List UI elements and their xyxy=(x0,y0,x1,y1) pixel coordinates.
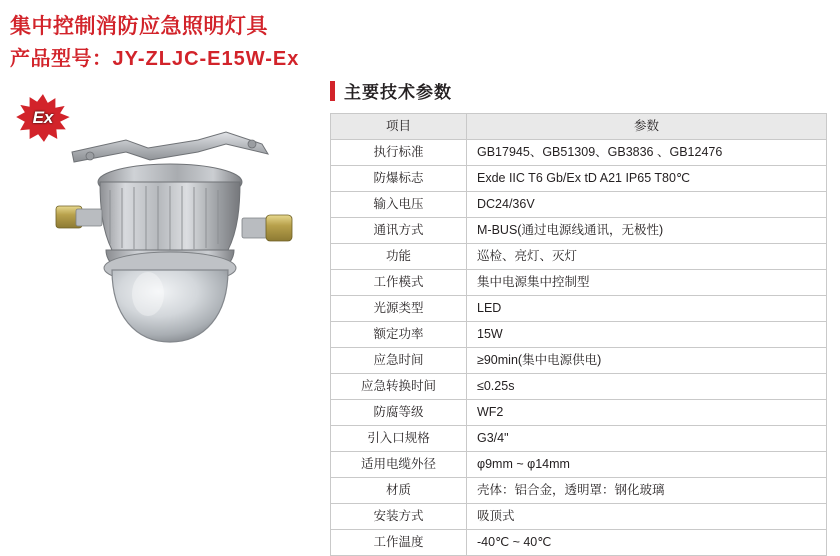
product-photo xyxy=(30,110,320,400)
specifications-table xyxy=(330,113,827,556)
spec-item-value: Exde IIC T6 Gb/Ex tD A21 IP65 T80℃ xyxy=(467,166,827,192)
spec-item-name: 应急时间 xyxy=(331,348,467,374)
table-row xyxy=(331,478,827,504)
table-row xyxy=(331,296,827,322)
model-line xyxy=(10,47,530,71)
spec-item-value: ≥90min(集中电源供电) xyxy=(467,348,827,374)
column-header-value: 参数 xyxy=(467,114,827,140)
table-row xyxy=(331,244,827,270)
table-row xyxy=(331,426,827,452)
spec-item-value: GB17945、GB51309、GB3836 、GB12476 xyxy=(467,140,827,166)
lamp-illustration xyxy=(30,110,320,400)
page-header xyxy=(10,14,530,71)
page-title: 集中控制消防应急照明灯具 xyxy=(10,15,268,38)
section-heading xyxy=(330,78,826,103)
heading-accent-bar xyxy=(330,81,335,101)
cable-gland-left xyxy=(56,206,102,228)
model-value: JY-ZLJC-E15W-Ex xyxy=(112,48,300,70)
spec-item-value: 巡检、亮灯、灭灯 xyxy=(467,244,827,270)
table-row xyxy=(331,348,827,374)
spec-item-value: M-BUS(通过电源线通讯，无极性) xyxy=(467,218,827,244)
spec-item-value: 15W xyxy=(467,322,827,348)
table-row xyxy=(331,452,827,478)
spec-item-value: WF2 xyxy=(467,400,827,426)
spec-item-value: 吸顶式 xyxy=(467,504,827,530)
spec-item-name: 适用电缆外径 xyxy=(331,452,467,478)
spec-item-value: ≤0.25s xyxy=(467,374,827,400)
table-body xyxy=(331,140,827,556)
specifications-panel xyxy=(330,78,826,556)
table-row xyxy=(331,270,827,296)
spec-item-name: 通讯方式 xyxy=(331,218,467,244)
spec-item-value: 集中电源集中控制型 xyxy=(467,270,827,296)
spec-item-name: 光源类型 xyxy=(331,296,467,322)
spec-item-value: φ9mm ~ φ14mm xyxy=(467,452,827,478)
spec-item-value: -40℃ ~ 40℃ xyxy=(467,530,827,556)
spec-item-value: LED xyxy=(467,296,827,322)
mounting-bracket xyxy=(72,132,268,162)
table-row xyxy=(331,140,827,166)
spec-item-name: 工作模式 xyxy=(331,270,467,296)
spec-item-name: 材质 xyxy=(331,478,467,504)
spec-item-name: 工作温度 xyxy=(331,530,467,556)
spec-item-name: 应急转换时间 xyxy=(331,374,467,400)
spec-item-name: 防爆标志 xyxy=(331,166,467,192)
table-row xyxy=(331,218,827,244)
spec-item-name: 额定功率 xyxy=(331,322,467,348)
table-header-row xyxy=(331,114,827,140)
section-heading-text: 主要技术参数 xyxy=(344,83,452,102)
spec-item-value: DC24/36V xyxy=(467,192,827,218)
spec-item-value: 壳体：铝合金，透明罩：钢化玻璃 xyxy=(467,478,827,504)
table-row xyxy=(331,400,827,426)
spec-item-name: 引入口规格 xyxy=(331,426,467,452)
table-row xyxy=(331,192,827,218)
spec-item-value: G3/4" xyxy=(467,426,827,452)
spec-item-name: 执行标准 xyxy=(331,140,467,166)
column-header-item: 项目 xyxy=(331,114,467,140)
table-row xyxy=(331,322,827,348)
spec-item-name: 安装方式 xyxy=(331,504,467,530)
table-row xyxy=(331,530,827,556)
table-row xyxy=(331,166,827,192)
spec-item-name: 输入电压 xyxy=(331,192,467,218)
spec-item-name: 防腐等级 xyxy=(331,400,467,426)
table-row xyxy=(331,374,827,400)
model-label: 产品型号： xyxy=(10,48,113,70)
glass-dome xyxy=(112,270,228,342)
spec-item-name: 功能 xyxy=(331,244,467,270)
ex-badge-label: Ex xyxy=(32,108,54,127)
cable-gland-right xyxy=(242,215,292,241)
